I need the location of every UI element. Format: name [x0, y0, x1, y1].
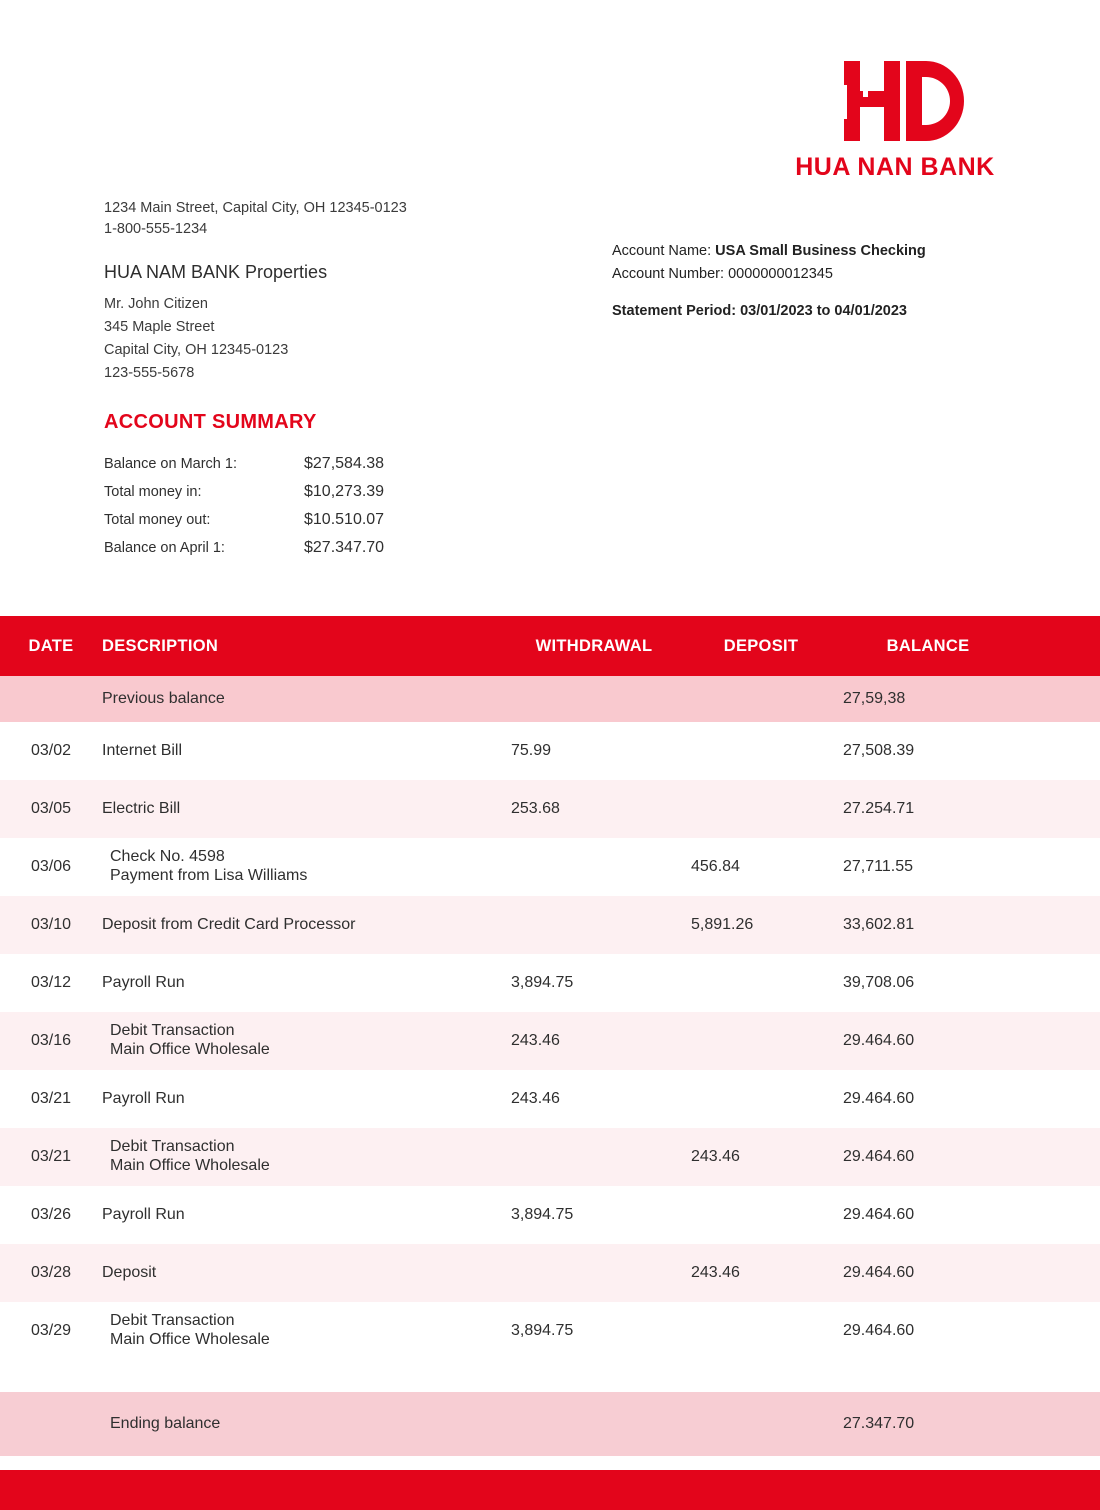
customer-address-block	[104, 258, 327, 386]
table-row	[0, 1244, 1100, 1302]
summary-row	[104, 534, 384, 562]
table-row	[0, 1302, 1100, 1360]
row-withdrawal: 243.46	[511, 1090, 560, 1107]
row-spacer	[1019, 838, 1100, 896]
account-summary-table	[104, 450, 384, 562]
row-date: 03/10	[30, 916, 72, 933]
row-withdrawal: 75.99	[511, 742, 552, 759]
customer-phone: 123-555-5678	[104, 365, 195, 382]
account-info-block	[612, 240, 926, 324]
row-spacer	[1019, 780, 1100, 838]
previous-balance-withdrawal	[503, 676, 685, 722]
row-description	[102, 1128, 503, 1186]
row-withdrawal	[503, 1244, 685, 1302]
previous-balance-amount: 27,59,38	[843, 690, 906, 707]
row-date: 03/21	[30, 1090, 72, 1107]
ending-balance-date	[0, 1392, 102, 1456]
row-deposit: 243.46	[691, 1148, 740, 1165]
row-description	[102, 1012, 503, 1070]
account-name-row	[612, 240, 926, 263]
customer-company: HUA NAM BANK Properties	[104, 262, 328, 282]
row-description: Deposit from Credit Card Processor	[102, 916, 356, 933]
spacer-cell	[0, 1360, 1100, 1392]
ending-balance-row	[0, 1392, 1100, 1456]
row-date: 03/26	[30, 1206, 72, 1223]
row-description-line2: Main Office Wholesale	[110, 1157, 270, 1174]
summary-label: Total money out:	[104, 512, 211, 528]
customer-name: Mr. John Citizen	[104, 295, 208, 312]
customer-street: 345 Maple Street	[104, 318, 215, 335]
table-row	[0, 780, 1100, 838]
row-balance: 39,708.06	[843, 974, 915, 991]
row-description-line1: Debit Transaction	[110, 1312, 235, 1330]
row-spacer	[1019, 676, 1100, 722]
row-deposit: 456.84	[691, 858, 740, 875]
table-row	[0, 1012, 1100, 1070]
bank-logo	[795, 55, 995, 182]
ending-balance-deposit	[685, 1392, 837, 1456]
account-summary-title: ACCOUNT SUMMARY	[104, 411, 317, 433]
transactions-header-row	[0, 616, 1100, 676]
row-description-line1: Check No. 4598	[110, 848, 225, 866]
row-withdrawal: 253.68	[511, 800, 560, 817]
summary-value: $27.347.70	[304, 539, 385, 556]
row-spacer	[1019, 954, 1100, 1012]
row-date: 03/28	[30, 1264, 72, 1281]
row-description: Electric Bill	[102, 800, 181, 817]
row-deposit: 243.46	[691, 1264, 740, 1281]
row-withdrawal: 243.46	[511, 1032, 560, 1049]
bank-address	[104, 198, 407, 240]
row-description: Payroll Run	[102, 1090, 185, 1107]
previous-balance-row	[0, 676, 1100, 722]
previous-balance-deposit	[685, 676, 837, 722]
row-deposit: 5,891.26	[691, 916, 754, 933]
row-balance: 33,602.81	[843, 916, 915, 933]
row-description-line1: Debit Transaction	[110, 1022, 235, 1040]
row-deposit	[685, 722, 837, 780]
summary-value: $27,584.38	[304, 455, 385, 472]
ending-balance-amount: 27.347.70	[843, 1415, 915, 1432]
column-header-balance: BALANCE	[837, 616, 1019, 676]
account-name-label: Account Name:	[612, 243, 712, 259]
summary-row	[104, 506, 384, 534]
row-spacer	[1019, 1392, 1100, 1456]
account-number-row	[612, 263, 926, 286]
previous-balance-label: Previous balance	[102, 690, 225, 707]
previous-balance-date	[0, 676, 102, 722]
row-withdrawal	[503, 896, 685, 954]
spacer-row	[0, 1360, 1100, 1392]
transactions-table	[0, 616, 1100, 1456]
row-deposit	[685, 1070, 837, 1128]
row-balance: 29.464.60	[843, 1032, 915, 1049]
row-balance: 29.464.60	[843, 1206, 915, 1223]
row-balance: 29.464.60	[843, 1090, 915, 1107]
row-date: 03/16	[30, 1032, 72, 1049]
ending-balance-label: Ending balance	[110, 1415, 221, 1432]
row-date: 03/06	[30, 858, 72, 875]
row-date: 03/29	[30, 1322, 72, 1339]
customer-city: Capital City, OH 12345-0123	[104, 342, 289, 359]
row-spacer	[1019, 1128, 1100, 1186]
summary-value: $10,273.39	[304, 483, 385, 500]
summary-label: Balance on April 1:	[104, 540, 225, 556]
ending-balance-withdrawal	[503, 1392, 685, 1456]
row-deposit	[685, 780, 837, 838]
row-description-line2: Payment from Lisa Williams	[110, 867, 308, 884]
table-row	[0, 838, 1100, 896]
row-deposit	[685, 954, 837, 1012]
column-header-deposit: DEPOSIT	[685, 616, 837, 676]
row-spacer	[1019, 1302, 1100, 1360]
bank-name: HUA NAN BANK	[795, 153, 995, 181]
table-row	[0, 722, 1100, 780]
column-header-description: DESCRIPTION	[102, 616, 503, 676]
row-spacer	[1019, 722, 1100, 780]
row-description	[102, 1302, 503, 1360]
summary-value: $10.510.07	[304, 511, 385, 528]
row-description: Payroll Run	[102, 974, 185, 991]
table-row	[0, 896, 1100, 954]
row-withdrawal: 3,894.75	[511, 1206, 574, 1223]
row-deposit	[685, 1186, 837, 1244]
row-description-line2: Main Office Wholesale	[110, 1331, 270, 1348]
row-balance: 27,508.39	[843, 742, 915, 759]
table-row	[0, 1128, 1100, 1186]
account-name-value: USA Small Business Checking	[715, 243, 926, 259]
column-header-date: DATE	[0, 616, 102, 676]
row-description: Payroll Run	[102, 1206, 185, 1223]
table-row	[0, 1070, 1100, 1128]
row-deposit	[685, 1302, 837, 1360]
table-row	[0, 1186, 1100, 1244]
row-description-line1: Debit Transaction	[110, 1138, 235, 1156]
row-description	[102, 838, 503, 896]
column-header-spacer	[1019, 616, 1100, 676]
row-withdrawal: 3,894.75	[511, 1322, 574, 1339]
summary-label: Balance on March 1:	[104, 456, 237, 472]
row-date: 03/21	[30, 1148, 72, 1165]
row-description-line2: Main Office Wholesale	[110, 1041, 270, 1058]
hua-nan-bank-logo-icon	[795, 55, 995, 147]
summary-row	[104, 450, 384, 478]
row-description: Internet Bill	[102, 742, 183, 759]
row-date: 03/12	[30, 974, 72, 991]
summary-label: Total money in:	[104, 484, 202, 500]
row-deposit	[685, 1012, 837, 1070]
row-balance: 29.464.60	[843, 1322, 915, 1339]
row-balance: 27,711.55	[843, 858, 913, 875]
column-header-withdrawal: WITHDRAWAL	[503, 616, 685, 676]
row-spacer	[1019, 1186, 1100, 1244]
row-withdrawal	[503, 838, 685, 896]
bank-address-line1: 1234 Main Street, Capital City, OH 12345-0123	[104, 200, 407, 216]
bank-phone: 1-800-555-1234	[104, 221, 208, 238]
row-withdrawal	[503, 1128, 685, 1186]
row-balance: 27.254.71	[843, 800, 915, 817]
row-date: 03/05	[30, 800, 72, 817]
row-description: Deposit	[102, 1264, 157, 1281]
row-balance: 29.464.60	[843, 1148, 915, 1165]
row-date: 03/02	[30, 742, 72, 759]
row-spacer	[1019, 1070, 1100, 1128]
row-balance: 29.464.60	[843, 1264, 915, 1281]
account-number-label: Account Number:	[612, 266, 725, 283]
statement-period: Statement Period: 03/01/2023 to 04/01/2023	[612, 303, 907, 320]
row-spacer	[1019, 1012, 1100, 1070]
summary-row	[104, 478, 384, 506]
row-withdrawal: 3,894.75	[511, 974, 574, 991]
footer-bar	[0, 1470, 1100, 1510]
row-spacer	[1019, 1244, 1100, 1302]
table-row	[0, 954, 1100, 1012]
row-spacer	[1019, 896, 1100, 954]
account-number-value: 0000000012345	[728, 266, 833, 283]
